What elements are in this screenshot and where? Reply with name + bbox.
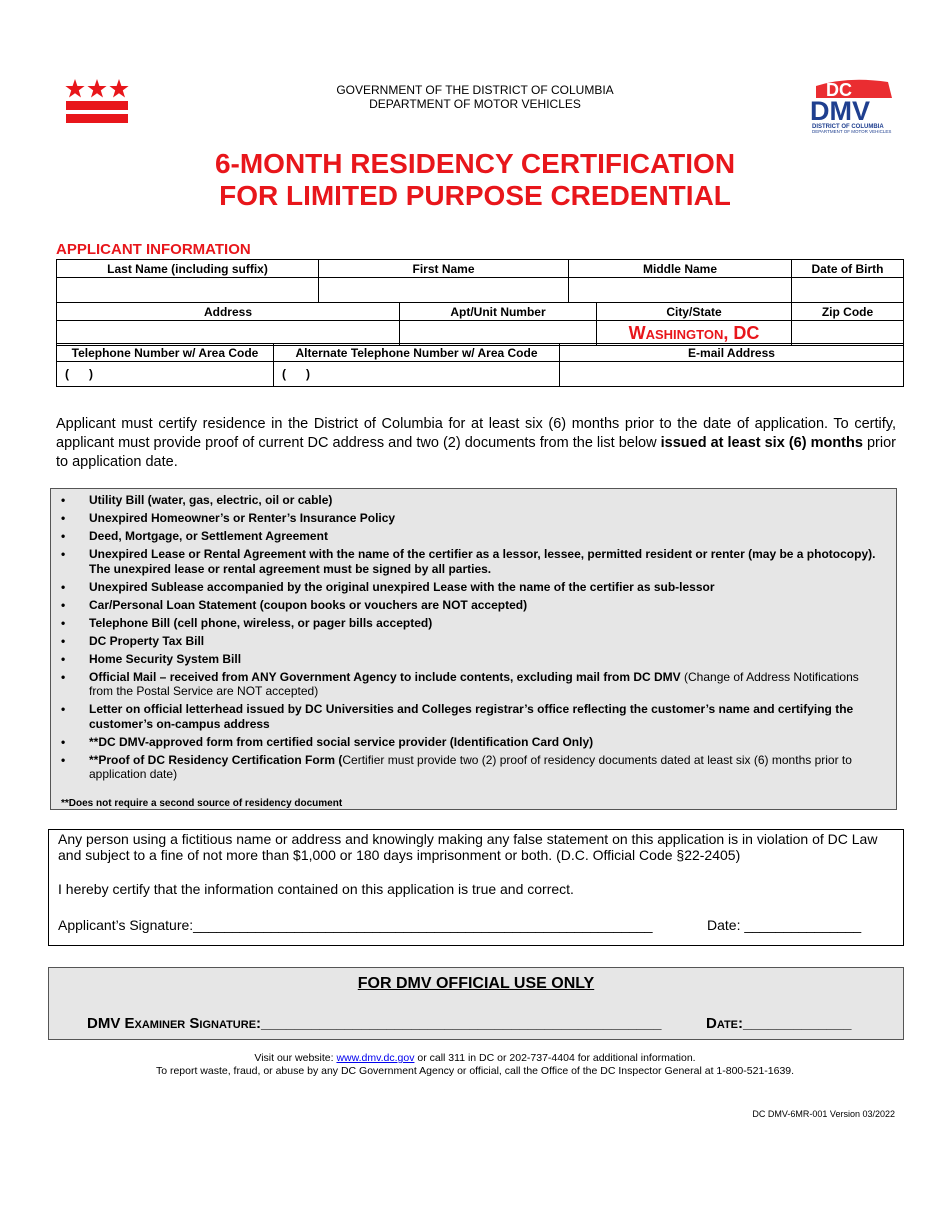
header-date-of-birth: Date of Birth <box>792 260 904 278</box>
bullet-icon: • <box>61 752 66 767</box>
document-item-bold: Letter on official letterhead issued by DC Universities and Colleges registrar’s office reflecting the customer’s name and certifying the customer’s on-campus address <box>89 702 854 731</box>
header-address: Address <box>57 303 400 321</box>
document-item-note: (Change of Address Notifications from the Postal Service are NOT accepted) <box>89 669 859 698</box>
footer-info <box>0 1052 950 1078</box>
document-item <box>51 702 896 731</box>
false-statement-warning: Any person using a fictitious name or address and knowingly making any false statement on this application is in violation of DC Law and subject to a fine of not more than $1,000 or 180 days imprisonment or both. (D.C. Official Code §22-2405) <box>58 831 878 863</box>
bullet-icon: • <box>61 669 66 684</box>
document-item-bold: Telephone Bill (cell phone, wireless, or pager bills accepted) <box>89 615 433 630</box>
documents-ul <box>51 493 896 785</box>
form-version: DC DMV-6MR-001 Version 03/2022 <box>752 1109 895 1119</box>
bullet-icon: • <box>61 734 66 749</box>
document-item-bold: Unexpired Homeowner’s or Renter’s Insurance Policy <box>89 511 396 525</box>
logo-sub1: DISTRICT OF COLUMBIA <box>812 124 884 130</box>
header-middle-name: Middle Name <box>569 260 792 278</box>
examiner-signature-line[interactable]: DMV Examiner Signature:________________________________________________ <box>87 1015 662 1032</box>
report-line: To report waste, fraud, or abuse by any DC Government Agency or official, call the Office of the DC Inspector General at 1-800-521-1639. <box>155 1065 795 1077</box>
applicant-signature-line[interactable]: Applicant’s Signature:___________________________________________________________ <box>58 917 653 933</box>
intro-text-bold: issued at least six (6) months <box>660 435 863 451</box>
instructions-paragraph <box>56 415 896 472</box>
document-item-bold: Deed, Mortgage, or Settlement Agreement <box>89 529 328 543</box>
title-line-2: FOR LIMITED PURPOSE CREDENTIAL <box>219 180 731 211</box>
documents-footnote: **Does not require a second source of residency document <box>61 798 343 809</box>
bullet-icon: • <box>61 615 66 630</box>
bullet-icon: • <box>61 511 66 525</box>
telephone-parens: ( ) <box>65 367 93 381</box>
applicant-section-label: APPLICANT INFORMATION <box>56 241 251 258</box>
document-item-bold: Unexpired Sublease accompanied by the original unexpired Lease with the name of the certifier as sub-lessor <box>89 579 715 594</box>
document-item <box>51 511 896 526</box>
applicant-table-row1 <box>56 259 904 303</box>
document-item-bold: Utility Bill (water, gas, electric, oil or cable) <box>89 493 333 507</box>
document-item-bold: Unexpired Lease or Rental Agreement with the name of the certifier as a lessor, lessee, permitted resident or renter (may be a photocopy). The unexpired lease or rental agreement must be signed by all parties. <box>89 547 876 576</box>
document-item-note: Certifier must provide two (2) proof of residency documents dated at least six (6) months prior to application date) <box>89 752 852 781</box>
intro-text-b: prior to application date. <box>56 435 896 470</box>
official-use-box <box>48 967 904 1040</box>
visit-line <box>0 1052 950 1065</box>
first-name-field[interactable] <box>319 278 569 303</box>
header-email: E-mail Address <box>560 344 904 362</box>
certification-box <box>48 829 904 946</box>
document-item <box>51 634 896 649</box>
email-field[interactable] <box>560 362 904 387</box>
zip-code-field[interactable] <box>792 321 904 346</box>
date-of-birth-field[interactable] <box>792 278 904 303</box>
logo-sub2: DEPARTMENT OF MOTOR VEHICLES <box>812 129 892 134</box>
applicant-table-row2 <box>56 302 904 346</box>
website-link[interactable]: www.dmv.dc.gov <box>336 1052 415 1064</box>
header-zip-code: Zip Code <box>792 303 904 321</box>
intro-text-a: Applicant must certify residence in the District of Columbia for at least six (6) months prior to the date of application. To certify, applicant must provide proof of current DC address and two (2) documents from the list below <box>56 416 896 451</box>
document-item-bold: DC Property Tax Bill <box>89 633 205 648</box>
document-item <box>51 652 896 667</box>
header-city-state: City/State <box>597 303 792 321</box>
title-line-1: 6-MONTH RESIDENCY CERTIFICATION <box>214 148 736 179</box>
bullet-icon: • <box>61 547 66 561</box>
alt-telephone-field[interactable] <box>274 362 560 387</box>
header-last-name: Last Name (including suffix) <box>57 260 319 278</box>
document-item <box>51 493 896 508</box>
city-state-value: Washington, DC <box>628 322 760 343</box>
header-apt-unit: Apt/Unit Number <box>400 303 597 321</box>
document-item <box>51 547 896 576</box>
dc-dmv-logo <box>808 76 896 134</box>
header-telephone: Telephone Number w/ Area Code <box>57 344 274 362</box>
bullet-icon: • <box>61 597 66 612</box>
logo-dmv-text: DMV <box>810 96 870 126</box>
bullet-icon: • <box>61 493 66 507</box>
document-item <box>51 529 896 544</box>
document-item-bold: Official Mail – received from ANY Government Agency to include contents, excluding mail from DC DMV <box>89 669 681 684</box>
bullet-icon: • <box>61 651 66 666</box>
gov-line-1: GOVERNMENT OF THE DISTRICT OF COLUMBIA <box>336 83 614 97</box>
applicant-date-line[interactable]: Date: _______________ <box>707 917 862 933</box>
residency-documents-list <box>50 488 897 810</box>
document-item <box>51 670 896 699</box>
middle-name-field[interactable] <box>569 278 792 303</box>
document-item-bold: **Proof of DC Residency Certification Form ( <box>89 752 343 767</box>
visit-post: or call 311 in DC or 202-737-4404 for additional information. <box>414 1052 696 1064</box>
official-use-heading: FOR DMV OFFICIAL USE ONLY <box>357 975 595 992</box>
alt-telephone-parens: ( ) <box>282 367 310 381</box>
document-item-bold: Car/Personal Loan Statement (coupon books or vouchers are NOT accepted) <box>89 597 528 612</box>
examiner-date-line[interactable]: Date:_____________ <box>706 1015 852 1032</box>
telephone-field[interactable] <box>57 362 274 387</box>
last-name-field[interactable] <box>57 278 319 303</box>
bullet-icon: • <box>61 529 66 543</box>
header-first-name: First Name <box>319 260 569 278</box>
certify-statement: I hereby certify that the information contained on this application is true and correct. <box>58 881 574 897</box>
document-item <box>51 616 896 631</box>
document-item-bold: Home Security System Bill <box>89 651 242 666</box>
bullet-icon: • <box>61 702 66 716</box>
bullet-icon: • <box>61 633 66 648</box>
logo-dc-text: DC <box>826 80 852 100</box>
address-field[interactable] <box>57 321 400 346</box>
bullet-icon: • <box>61 579 66 594</box>
page-title <box>0 148 950 212</box>
document-item-bold: **DC DMV-approved form from certified social service provider (Identification Card Only) <box>89 734 594 749</box>
applicant-table-row3 <box>56 343 904 387</box>
document-item <box>51 580 896 595</box>
document-item <box>51 753 896 782</box>
apt-unit-field[interactable] <box>400 321 597 346</box>
document-item <box>51 598 896 613</box>
gov-line-2: DEPARTMENT OF MOTOR VEHICLES <box>369 97 581 111</box>
header-alt-telephone: Alternate Telephone Number w/ Area Code <box>274 344 560 362</box>
visit-pre: Visit our website: <box>254 1052 337 1064</box>
document-item <box>51 735 896 750</box>
city-state-field[interactable] <box>597 321 792 346</box>
